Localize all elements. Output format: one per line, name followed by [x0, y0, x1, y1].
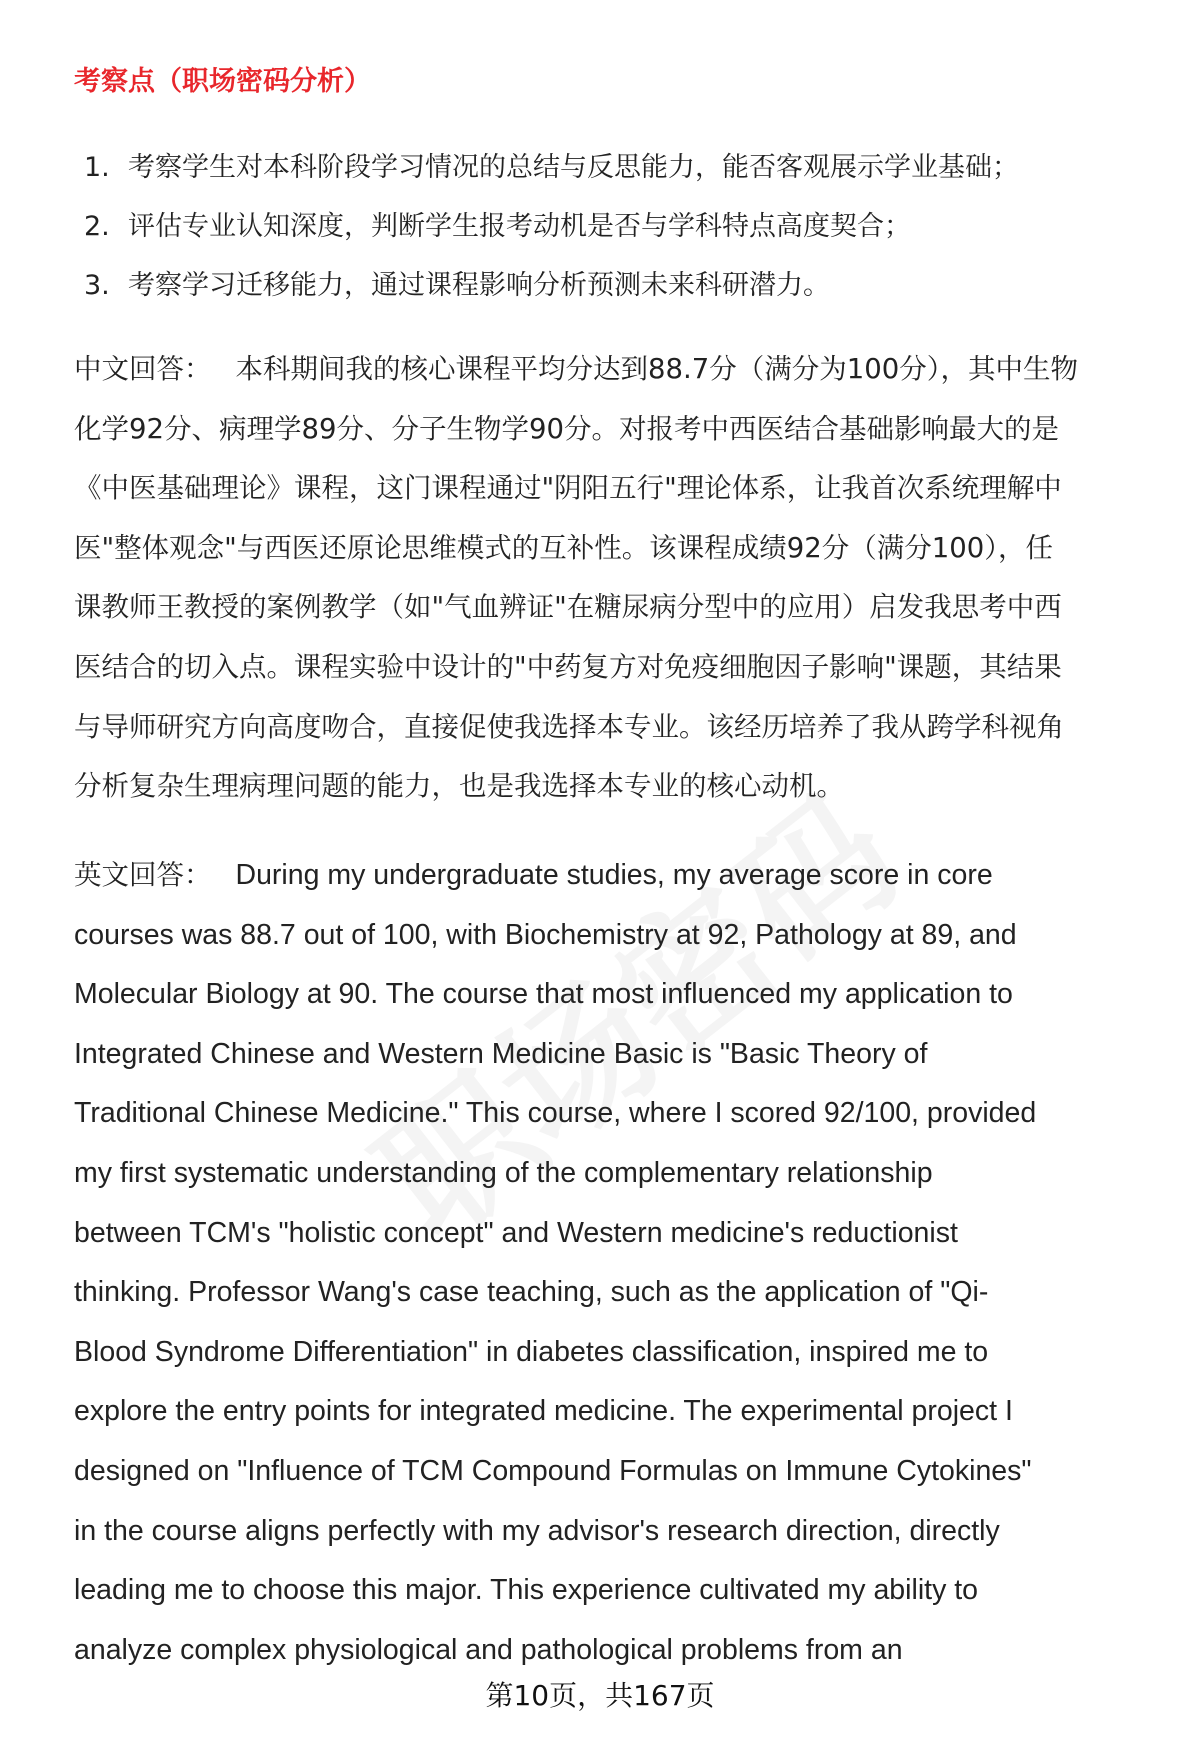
- list-item-text: 考察学习迁移能力，通过课程影响分析预测未来科研潜力。: [128, 270, 830, 301]
- paragraph-line: designed on "Influence of TCM Compound Formulas on Immune Cytokines": [74, 1454, 1032, 1487]
- paragraph-line: Molecular Biology at 90. The course that most influenced my application to: [74, 978, 1013, 1011]
- page-number-footer: 第10页，共167页: [485, 1679, 715, 1712]
- paragraph-line: analyze complex physiological and pathological problems from an: [74, 1633, 903, 1666]
- paragraph-line: courses was 88.7 out of 100, with Biochemistry at 92, Pathology at 89, and: [74, 918, 1017, 951]
- english-answer: [74, 846, 1154, 1680]
- chinese-answer-label: 中文回答：: [74, 353, 212, 385]
- chinese-answer: [74, 340, 1154, 817]
- line-text: 本科期间我的核心课程平均分达到88.7分（满分为100分），其中生物: [235, 353, 1078, 385]
- paragraph-line: 与导师研究方向高度吻合，直接促使我选择本专业。该经历培养了我从跨学科视角: [74, 710, 1064, 743]
- paragraph-line: 医"整体观念"与西医还原论思维模式的互补性。该课程成绩92分（满分100），任: [74, 531, 1054, 564]
- paragraph-line: Integrated Chinese and Western Medicine Basic is "Basic Theory of: [74, 1037, 928, 1070]
- paragraph-line: leading me to choose this major. This experience cultivated my ability to: [74, 1574, 979, 1607]
- paragraph-line: Traditional Chinese Medicine." This course, where I scored 92/100, provided: [74, 1097, 1037, 1130]
- paragraph-line: 分析复杂生理病理问题的能力，也是我选择本专业的核心动机。: [74, 770, 844, 803]
- list-item-number: 3.: [84, 270, 110, 301]
- list-item-text: 考察学生对本科阶段学习情况的总结与反思能力，能否客观展示学业基础；: [128, 152, 1019, 183]
- paragraph-line: 《中医基础理论》课程，这门课程通过"阴阳五行"理论体系，让我首次系统理解中: [74, 472, 1062, 505]
- paragraph-line: 化学92分、病理学89分、分子生物学90分。对报考中西医结合基础影响最大的是: [74, 412, 1059, 445]
- list-item-number: 2.: [84, 211, 110, 242]
- list-item: [84, 197, 1144, 256]
- paragraph-line: [74, 846, 1154, 906]
- english-answer-label: 英文回答：: [74, 859, 212, 891]
- list-item: [84, 138, 1144, 197]
- paragraph-line: between TCM's "holistic concept" and Western medicine's reductionist: [74, 1216, 958, 1249]
- paragraph-line: Blood Syndrome Differentiation" in diabetes classification, inspired me to: [74, 1335, 989, 1368]
- list-item-number: 1.: [84, 152, 110, 183]
- paragraph-line: in the course aligns perfectly with my advisor's research direction, directly: [74, 1514, 1000, 1547]
- section-title: 考察点（职场密码分析）: [74, 66, 371, 97]
- paragraph-line: thinking. Professor Wang's case teaching, such as the application of "Qi-: [74, 1276, 989, 1309]
- paragraph-line: explore the entry points for integrated medicine. The experimental project I: [74, 1395, 1013, 1428]
- paragraph-line: 医结合的切入点。课程实验中设计的"中药复方对免疫细胞因子影响"课题，其结果: [74, 650, 1062, 683]
- assessment-points-list: [84, 138, 1144, 315]
- list-item-text: 评估专业认知深度，判断学生报考动机是否与学科特点高度契合；: [128, 211, 911, 242]
- paragraph-line: [74, 340, 1154, 400]
- line-text: During my undergraduate studies, my average score in core: [235, 859, 993, 891]
- list-item: [84, 256, 1144, 315]
- paragraph-line: 课教师王教授的案例教学（如"气血辨证"在糖尿病分型中的应用）启发我思考中西: [74, 591, 1062, 624]
- paragraph-line: my first systematic understanding of the complementary relationship: [74, 1156, 933, 1189]
